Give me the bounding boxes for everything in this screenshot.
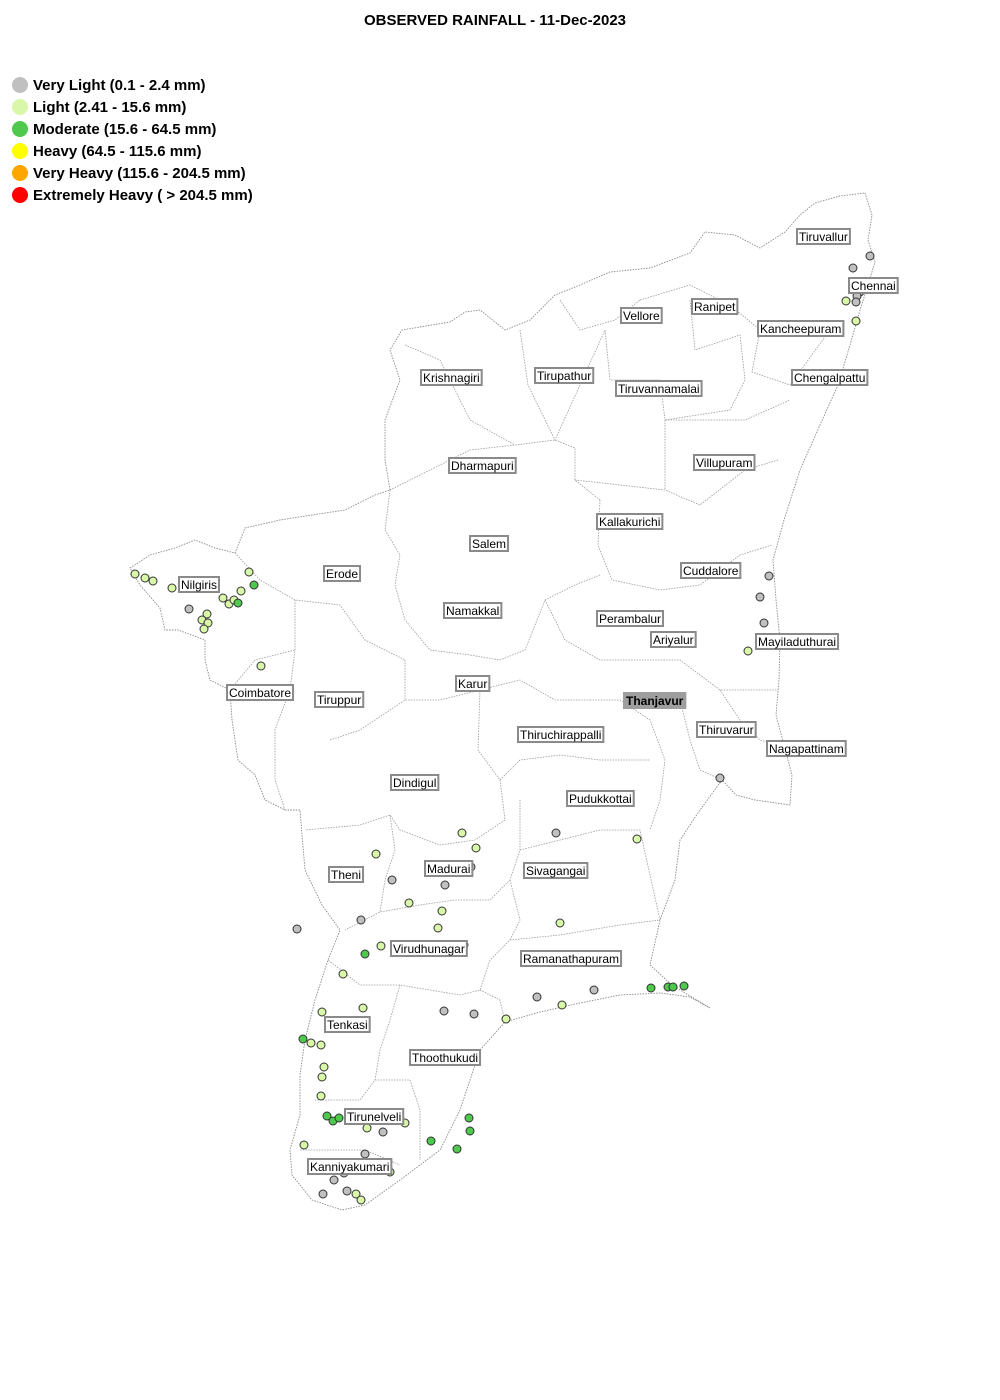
- legend-label: Heavy (64.5 - 115.6 mm): [33, 142, 202, 160]
- district-label-thoothukudi: [410, 1050, 480, 1065]
- station-light: [320, 1063, 328, 1071]
- station-very-light: [185, 605, 193, 613]
- district-label-text: Kancheepuram: [760, 322, 842, 336]
- legend-item-moderate: [12, 118, 253, 140]
- district-label-vellore: [621, 308, 662, 323]
- station-light: [458, 829, 466, 837]
- district-label-text: Tirupathur: [537, 369, 592, 383]
- station-moderate: [427, 1137, 435, 1145]
- district-label-tiruvannamalai: [616, 381, 702, 396]
- station-light: [219, 594, 227, 602]
- district-label-text: Ranipet: [694, 300, 736, 314]
- district-label-kanniyakumari: [308, 1159, 391, 1174]
- station-moderate: [680, 982, 688, 990]
- district-label-text: Chengalpattu: [794, 371, 866, 385]
- legend-marker: [12, 99, 28, 115]
- station-very-light: [441, 881, 449, 889]
- station-light: [317, 1092, 325, 1100]
- legend-item-heavy: [12, 140, 253, 162]
- legend-label: Moderate (15.6 - 64.5 mm): [33, 120, 217, 138]
- station-very-light: [849, 264, 857, 272]
- legend: [12, 74, 253, 206]
- station-very-light: [388, 876, 396, 884]
- district-label-nilgiris: [179, 577, 219, 592]
- district-label-mayiladuthurai: [756, 634, 838, 649]
- station-light: [744, 647, 752, 655]
- legend-marker: [12, 77, 28, 93]
- district-label-text: Nagapattinam: [769, 742, 844, 756]
- station-light: [237, 587, 245, 595]
- station-very-light: [293, 925, 301, 933]
- district-label-chennai: [849, 278, 898, 293]
- district-label-kancheepuram: [758, 321, 843, 336]
- station-moderate: [299, 1035, 307, 1043]
- district-label-text: Ramanathapuram: [523, 952, 620, 966]
- station-very-light: [852, 298, 860, 306]
- district-label-tiruvallur: [797, 229, 850, 244]
- district-label-dindigul: [391, 775, 438, 790]
- district-label-ariyalur: [651, 632, 696, 647]
- station-light: [556, 919, 564, 927]
- legend-item-very-heavy: [12, 162, 253, 184]
- district-label-sivagangai: [524, 863, 587, 878]
- station-very-light: [765, 572, 773, 580]
- station-light: [852, 317, 860, 325]
- district-label-karur: [456, 676, 489, 691]
- district-label-text: Sivagangai: [526, 864, 586, 878]
- legend-marker: [12, 121, 28, 137]
- station-light: [357, 1196, 365, 1204]
- district-label-text: Thiruvarur: [699, 723, 754, 737]
- station-light: [558, 1001, 566, 1009]
- legend-label: Light (2.41 - 15.6 mm): [33, 98, 187, 116]
- legend-marker: [12, 187, 28, 203]
- district-label-chengalpattu: [792, 370, 867, 385]
- district-label-coimbatore: [227, 685, 293, 700]
- legend-marker: [12, 165, 28, 181]
- station-light: [300, 1141, 308, 1149]
- station-light: [149, 577, 157, 585]
- station-very-light: [533, 993, 541, 1001]
- station-light: [377, 942, 385, 950]
- district-label-text: Chennai: [851, 279, 896, 293]
- district-label-perambalur: [597, 611, 663, 626]
- district-label-krishnagiri: [421, 370, 482, 385]
- district-label-text: Villupuram: [696, 456, 753, 470]
- station-light: [438, 907, 446, 915]
- district-label-kallakurichi: [597, 514, 662, 529]
- station-light: [168, 584, 176, 592]
- station-moderate: [361, 950, 369, 958]
- district-label-text: Thoothukudi: [412, 1051, 479, 1065]
- district-label-text: Pudukkottai: [569, 792, 632, 806]
- district-label-text: Thiruchirappalli: [520, 728, 602, 742]
- legend-label: Very Heavy (115.6 - 204.5 mm): [33, 164, 246, 182]
- station-light: [318, 1073, 326, 1081]
- district-label-text: Vellore: [623, 309, 660, 323]
- station-light: [339, 970, 347, 978]
- district-label-virudhunagar: [391, 941, 467, 956]
- district-label-text: Kallakurichi: [599, 515, 661, 529]
- district-label-text: Nilgiris: [181, 578, 217, 592]
- station-light: [842, 297, 850, 305]
- station-light: [245, 568, 253, 576]
- district-label-text: Karur: [458, 677, 488, 691]
- station-moderate: [465, 1114, 473, 1122]
- district-label-text: Ariyalur: [653, 633, 694, 647]
- station-light: [141, 574, 149, 582]
- district-label-text: Erode: [326, 567, 359, 581]
- district-label-text: Tiruvannamalai: [618, 382, 700, 396]
- district-label-text: Krishnagiri: [423, 371, 480, 385]
- district-label-thiruchirappalli: [518, 727, 603, 742]
- district-label-tirunelveli: [345, 1109, 403, 1124]
- station-light: [317, 1041, 325, 1049]
- legend-item-very-light: [12, 74, 253, 96]
- station-light: [307, 1039, 315, 1047]
- district-label-madurai: [425, 861, 472, 876]
- district-label-ranipet: [692, 299, 737, 314]
- station-very-light: [361, 1150, 369, 1158]
- station-very-light: [357, 916, 365, 924]
- station-light: [405, 899, 413, 907]
- district-label-text: Tirunelveli: [347, 1110, 402, 1124]
- district-label-text: Tiruvallur: [799, 230, 848, 244]
- district-label-ramanathapuram: [521, 951, 621, 966]
- station-light: [318, 1008, 326, 1016]
- district-label-text: Dindigul: [393, 776, 437, 790]
- station-moderate: [234, 599, 242, 607]
- station-light: [472, 844, 480, 852]
- district-label-text: Perambalur: [599, 612, 662, 626]
- station-very-light: [330, 1176, 338, 1184]
- district-label-tiruppur: [315, 692, 363, 707]
- station-moderate: [466, 1127, 474, 1135]
- district-label-dharmapuri: [449, 458, 516, 473]
- district-label-cuddalore: [681, 563, 740, 578]
- station-light: [363, 1124, 371, 1132]
- station-very-light: [716, 774, 724, 782]
- station-moderate: [335, 1114, 343, 1122]
- station-light: [257, 662, 265, 670]
- legend-label: Extremely Heavy ( > 204.5 mm): [33, 186, 253, 204]
- station-very-light: [590, 986, 598, 994]
- station-light: [200, 625, 208, 633]
- district-label-theni: [329, 867, 363, 882]
- district-label-namakkal: [444, 603, 501, 618]
- state-boundary: [130, 193, 875, 1210]
- district-label-text: Dharmapuri: [451, 459, 514, 473]
- station-very-light: [379, 1128, 387, 1136]
- district-label-text: Theni: [331, 868, 362, 882]
- district-label-text: Coimbatore: [229, 686, 292, 700]
- station-moderate: [453, 1145, 461, 1153]
- station-very-light: [343, 1187, 351, 1195]
- district-label-nagapattinam: [767, 741, 846, 756]
- station-light: [633, 835, 641, 843]
- district-label-text: Namakkal: [446, 604, 500, 618]
- district-label-salem: [470, 536, 508, 551]
- station-very-light: [319, 1190, 327, 1198]
- station-light: [359, 1004, 367, 1012]
- station-very-light: [756, 593, 764, 601]
- district-label-text: Mayiladuthurai: [758, 635, 837, 649]
- station-moderate: [250, 581, 258, 589]
- station-very-light: [866, 252, 874, 260]
- district-label-tenkasi: [325, 1017, 370, 1032]
- station-very-light: [470, 1010, 478, 1018]
- district-label-text: Virudhunagar: [393, 942, 465, 956]
- district-label-text: Tenkasi: [327, 1018, 368, 1032]
- district-label-text: Madurai: [427, 862, 471, 876]
- legend-label: Very Light (0.1 - 2.4 mm): [33, 76, 206, 94]
- district-label-text: Thanjavur: [626, 694, 684, 708]
- legend-item-extremely-heavy: [12, 184, 253, 206]
- legend-item-light: [12, 96, 253, 118]
- district-label-thiruvarur: [697, 722, 756, 737]
- station-light: [502, 1015, 510, 1023]
- station-very-light: [552, 829, 560, 837]
- district-label-text: Cuddalore: [683, 564, 739, 578]
- district-label-pudukkottai: [567, 791, 634, 806]
- district-label-tirupathur: [535, 368, 593, 383]
- district-label-villupuram: [694, 455, 754, 470]
- district-label-text: Kanniyakumari: [310, 1160, 390, 1174]
- station-very-light: [760, 619, 768, 627]
- district-label-text: Tiruppur: [317, 693, 362, 707]
- district-label-text: Salem: [472, 537, 507, 551]
- station-light: [372, 850, 380, 858]
- station-moderate: [647, 984, 655, 992]
- map-title: OBSERVED RAINFALL - 11-Dec-2023: [363, 12, 627, 29]
- station-moderate: [669, 983, 677, 991]
- station-light: [434, 924, 442, 932]
- district-label-thanjavur: [624, 693, 685, 708]
- station-light: [131, 570, 139, 578]
- station-very-light: [440, 1007, 448, 1015]
- legend-marker: [12, 143, 28, 159]
- district-label-erode: [324, 566, 360, 581]
